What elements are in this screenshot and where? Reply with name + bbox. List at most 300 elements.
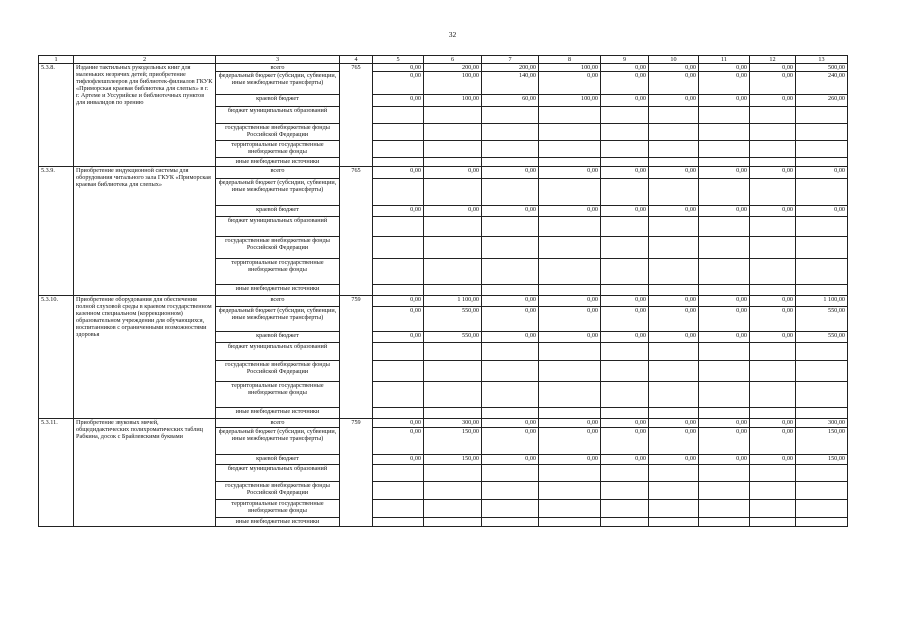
value-cell: 0,00 xyxy=(750,206,796,217)
value-cell: 0,00 xyxy=(539,307,601,332)
value-cell: 240,00 xyxy=(796,72,848,95)
value-cell: 0,00 xyxy=(750,72,796,95)
value-cell: 0,00 xyxy=(482,307,539,332)
value-cell xyxy=(649,107,699,124)
value-cell: 550,00 xyxy=(424,332,482,343)
value-cell xyxy=(601,217,649,237)
value-cell xyxy=(796,500,848,518)
value-cell xyxy=(539,500,601,518)
funding-source: всего xyxy=(216,167,340,179)
value-cell xyxy=(750,141,796,158)
value-cell: 0,00 xyxy=(750,419,796,428)
header-cell: 3 xyxy=(216,56,340,64)
value-cell: 0,00 xyxy=(699,206,750,217)
value-cell xyxy=(482,382,539,408)
value-cell xyxy=(373,217,424,237)
page-number: 32 xyxy=(448,30,457,39)
value-cell xyxy=(601,500,649,518)
value-cell xyxy=(699,408,750,419)
value-cell: 0,00 xyxy=(482,455,539,465)
funding-source: всего xyxy=(216,64,340,72)
funding-source: государственные внебюджетные фонды Российской Федерации xyxy=(216,482,340,500)
value-cell: 0,00 xyxy=(750,455,796,465)
value-cell xyxy=(539,408,601,419)
value-cell: 0,00 xyxy=(649,307,699,332)
item-name: Приобретение индукционной системы для оборудования читального зала ГКУК «Приморская краевая библиотека для слепых» xyxy=(74,167,216,296)
value-cell xyxy=(424,482,482,500)
value-cell xyxy=(601,237,649,259)
value-cell: 0,00 xyxy=(373,296,424,307)
funding-source: государственные внебюджетные фонды Российской Федерации xyxy=(216,124,340,141)
value-cell: 0,00 xyxy=(601,307,649,332)
value-cell xyxy=(750,107,796,124)
value-cell: 0,00 xyxy=(373,455,424,465)
value-cell: 0,00 xyxy=(373,206,424,217)
value-cell: 300,00 xyxy=(424,419,482,428)
value-cell: 100,00 xyxy=(424,95,482,107)
value-cell xyxy=(539,361,601,382)
funding-source: краевой бюджет xyxy=(216,206,340,217)
value-cell: 150,00 xyxy=(424,428,482,455)
funding-source: краевой бюджет xyxy=(216,95,340,107)
value-cell: 0,00 xyxy=(649,206,699,217)
value-cell: 260,00 xyxy=(796,95,848,107)
value-cell xyxy=(699,465,750,482)
value-cell xyxy=(750,217,796,237)
value-cell: 0,00 xyxy=(750,64,796,72)
value-cell: 0,00 xyxy=(649,296,699,307)
funding-source: всего xyxy=(216,296,340,307)
value-cell: 1 100,00 xyxy=(796,296,848,307)
value-cell xyxy=(750,465,796,482)
value-cell xyxy=(482,179,539,206)
value-cell xyxy=(482,259,539,285)
value-cell: 200,00 xyxy=(482,64,539,72)
table-row xyxy=(39,296,848,307)
value-cell xyxy=(601,361,649,382)
value-cell xyxy=(796,158,848,167)
value-cell xyxy=(699,343,750,361)
value-cell: 550,00 xyxy=(424,307,482,332)
value-cell xyxy=(796,465,848,482)
value-cell: 0,00 xyxy=(796,206,848,217)
table-row xyxy=(39,167,848,179)
value-cell xyxy=(424,124,482,141)
value-cell xyxy=(699,285,750,296)
value-cell: 0,00 xyxy=(649,332,699,343)
value-cell xyxy=(649,217,699,237)
value-cell xyxy=(649,124,699,141)
item-number: 5.3.11. xyxy=(39,419,74,527)
value-cell xyxy=(699,382,750,408)
header-cell: 10 xyxy=(649,56,699,64)
value-cell xyxy=(424,217,482,237)
value-cell: 0,00 xyxy=(699,307,750,332)
funding-source: федеральный бюджет (субсидии, субвенции, иные межбюджетные трансферты) xyxy=(216,307,340,332)
value-cell: 0,00 xyxy=(750,167,796,179)
value-cell xyxy=(373,124,424,141)
value-cell: 0,00 xyxy=(601,332,649,343)
value-cell xyxy=(373,141,424,158)
value-cell: 0,00 xyxy=(649,72,699,95)
value-cell: 500,00 xyxy=(796,64,848,72)
value-cell: 0,00 xyxy=(482,428,539,455)
header-cell: 6 xyxy=(424,56,482,64)
header-cell: 12 xyxy=(750,56,796,64)
value-cell xyxy=(373,158,424,167)
value-cell: 150,00 xyxy=(796,428,848,455)
value-cell: 300,00 xyxy=(796,419,848,428)
value-cell xyxy=(482,518,539,527)
value-cell: 0,00 xyxy=(373,64,424,72)
value-cell: 0,00 xyxy=(373,95,424,107)
value-cell xyxy=(649,465,699,482)
header-cell: 9 xyxy=(601,56,649,64)
agency-code: 759 xyxy=(340,296,373,419)
value-cell xyxy=(601,465,649,482)
value-cell xyxy=(482,408,539,419)
value-cell xyxy=(539,141,601,158)
value-cell xyxy=(750,482,796,500)
value-cell xyxy=(373,465,424,482)
value-cell: 0,00 xyxy=(482,167,539,179)
value-cell xyxy=(796,141,848,158)
value-cell: 0,00 xyxy=(373,307,424,332)
value-cell xyxy=(482,361,539,382)
funding-source: федеральный бюджет (субсидии, субвенции, иные межбюджетные трансферты) xyxy=(216,428,340,455)
value-cell: 0,00 xyxy=(601,64,649,72)
value-cell: 0,00 xyxy=(601,206,649,217)
value-cell: 0,00 xyxy=(482,296,539,307)
funding-source: всего xyxy=(216,419,340,428)
value-cell xyxy=(796,518,848,527)
value-cell xyxy=(649,343,699,361)
value-cell xyxy=(796,382,848,408)
header-cell: 5 xyxy=(373,56,424,64)
value-cell xyxy=(373,343,424,361)
funding-source: бюджет муниципальных образований xyxy=(216,217,340,237)
value-cell xyxy=(482,500,539,518)
value-cell xyxy=(699,482,750,500)
value-cell: 0,00 xyxy=(796,167,848,179)
funding-source: территориальные государственные внебюджетные фонды xyxy=(216,259,340,285)
value-cell xyxy=(699,141,750,158)
value-cell xyxy=(373,179,424,206)
value-cell xyxy=(601,141,649,158)
value-cell xyxy=(649,237,699,259)
value-cell xyxy=(750,343,796,361)
value-cell xyxy=(649,500,699,518)
value-cell xyxy=(373,237,424,259)
item-name: Приобретение оборудования для обеспечения полной слуховой среды в краевом государственном казенном специальном (коррекционном) образовательном учреждении для обучающихся, воспитанников с ограниченными возможностями здоровья xyxy=(74,296,216,419)
value-cell xyxy=(424,259,482,285)
value-cell: 0,00 xyxy=(649,419,699,428)
funding-source: государственные внебюджетные фонды Российской Федерации xyxy=(216,237,340,259)
value-cell xyxy=(649,158,699,167)
header-cell: 11 xyxy=(699,56,750,64)
value-cell: 0,00 xyxy=(539,419,601,428)
value-cell: 0,00 xyxy=(750,296,796,307)
value-cell xyxy=(699,107,750,124)
value-cell: 0,00 xyxy=(482,332,539,343)
agency-code: 765 xyxy=(340,64,373,167)
value-cell xyxy=(424,518,482,527)
value-cell xyxy=(373,382,424,408)
value-cell: 0,00 xyxy=(699,455,750,465)
value-cell: 0,00 xyxy=(539,167,601,179)
value-cell xyxy=(424,465,482,482)
value-cell: 0,00 xyxy=(649,64,699,72)
value-cell xyxy=(796,237,848,259)
budget-table xyxy=(38,55,848,527)
value-cell: 0,00 xyxy=(539,296,601,307)
value-cell xyxy=(601,408,649,419)
value-cell xyxy=(539,518,601,527)
value-cell: 100,00 xyxy=(539,64,601,72)
value-cell xyxy=(482,107,539,124)
value-cell xyxy=(750,382,796,408)
value-cell xyxy=(424,107,482,124)
agency-code: 759 xyxy=(340,419,373,527)
value-cell xyxy=(796,259,848,285)
value-cell xyxy=(539,465,601,482)
value-cell xyxy=(424,141,482,158)
value-cell xyxy=(601,124,649,141)
value-cell: 0,00 xyxy=(601,72,649,95)
value-cell xyxy=(649,482,699,500)
value-cell xyxy=(482,465,539,482)
value-cell xyxy=(649,361,699,382)
value-cell xyxy=(699,158,750,167)
agency-code: 765 xyxy=(340,167,373,296)
value-cell xyxy=(482,158,539,167)
value-cell xyxy=(699,217,750,237)
value-cell xyxy=(539,237,601,259)
funding-source: федеральный бюджет (субсидии, субвенции, иные межбюджетные трансферты) xyxy=(216,179,340,206)
funding-source: иные внебюджетные источники xyxy=(216,285,340,296)
value-cell xyxy=(373,500,424,518)
value-cell xyxy=(482,237,539,259)
value-cell xyxy=(750,179,796,206)
item-number: 5.3.10. xyxy=(39,296,74,419)
value-cell: 0,00 xyxy=(699,167,750,179)
value-cell xyxy=(750,500,796,518)
value-cell xyxy=(796,285,848,296)
value-cell: 0,00 xyxy=(539,455,601,465)
funding-source: территориальные государственные внебюджетные фонды xyxy=(216,382,340,408)
value-cell xyxy=(482,343,539,361)
value-cell xyxy=(539,107,601,124)
funding-source: бюджет муниципальных образований xyxy=(216,465,340,482)
value-cell xyxy=(482,482,539,500)
value-cell: 0,00 xyxy=(649,95,699,107)
value-cell: 100,00 xyxy=(424,72,482,95)
value-cell xyxy=(539,179,601,206)
value-cell: 100,00 xyxy=(539,95,601,107)
table-row xyxy=(39,419,848,428)
value-cell: 550,00 xyxy=(796,332,848,343)
value-cell xyxy=(699,518,750,527)
value-cell xyxy=(750,158,796,167)
header-row xyxy=(39,56,848,64)
value-cell xyxy=(649,408,699,419)
value-cell: 0,00 xyxy=(750,428,796,455)
value-cell xyxy=(601,107,649,124)
value-cell: 0,00 xyxy=(699,428,750,455)
funding-source: иные внебюджетные источники xyxy=(216,408,340,419)
value-cell: 0,00 xyxy=(373,419,424,428)
value-cell xyxy=(601,343,649,361)
value-cell: 0,00 xyxy=(699,72,750,95)
value-cell: 0,00 xyxy=(750,307,796,332)
value-cell xyxy=(796,107,848,124)
funding-source: территориальные государственные внебюджетные фонды xyxy=(216,141,340,158)
value-cell xyxy=(539,259,601,285)
item-number: 5.3.9. xyxy=(39,167,74,296)
header-cell: 2 xyxy=(74,56,216,64)
value-cell xyxy=(649,382,699,408)
value-cell xyxy=(424,361,482,382)
value-cell: 150,00 xyxy=(796,455,848,465)
value-cell: 1 100,00 xyxy=(424,296,482,307)
value-cell xyxy=(373,259,424,285)
value-cell xyxy=(373,482,424,500)
value-cell: 0,00 xyxy=(699,95,750,107)
funding-source: краевой бюджет xyxy=(216,455,340,465)
value-cell: 0,00 xyxy=(601,296,649,307)
value-cell xyxy=(424,382,482,408)
value-cell: 0,00 xyxy=(539,206,601,217)
header-cell: 1 xyxy=(39,56,74,64)
funding-source: иные внебюджетные источники xyxy=(216,518,340,527)
value-cell xyxy=(424,285,482,296)
value-cell xyxy=(699,237,750,259)
value-cell: 0,00 xyxy=(750,95,796,107)
value-cell xyxy=(750,237,796,259)
value-cell: 0,00 xyxy=(424,206,482,217)
value-cell xyxy=(649,518,699,527)
value-cell xyxy=(482,285,539,296)
value-cell: 0,00 xyxy=(539,72,601,95)
funding-source: иные внебюджетные источники xyxy=(216,158,340,167)
value-cell xyxy=(539,482,601,500)
value-cell xyxy=(750,259,796,285)
value-cell xyxy=(373,518,424,527)
value-cell: 0,00 xyxy=(649,455,699,465)
value-cell xyxy=(750,285,796,296)
value-cell xyxy=(539,158,601,167)
funding-source: федеральный бюджет (субсидии, субвенции, иные межбюджетные трансферты) xyxy=(216,72,340,95)
value-cell xyxy=(649,179,699,206)
value-cell: 0,00 xyxy=(482,206,539,217)
header-cell: 4 xyxy=(340,56,373,64)
value-cell: 150,00 xyxy=(424,455,482,465)
value-cell xyxy=(539,285,601,296)
value-cell xyxy=(424,343,482,361)
value-cell xyxy=(424,179,482,206)
value-cell: 0,00 xyxy=(699,296,750,307)
value-cell xyxy=(796,482,848,500)
value-cell xyxy=(601,179,649,206)
value-cell xyxy=(649,141,699,158)
funding-source: государственные внебюджетные фонды Российской Федерации xyxy=(216,361,340,382)
funding-source: бюджет муниципальных образований xyxy=(216,343,340,361)
value-cell xyxy=(699,361,750,382)
header-cell: 13 xyxy=(796,56,848,64)
value-cell xyxy=(539,217,601,237)
value-cell: 0,00 xyxy=(373,167,424,179)
value-cell xyxy=(750,124,796,141)
value-cell: 0,00 xyxy=(601,419,649,428)
value-cell xyxy=(373,285,424,296)
value-cell xyxy=(796,217,848,237)
value-cell xyxy=(796,408,848,419)
table-body xyxy=(39,56,848,527)
funding-source: краевой бюджет xyxy=(216,332,340,343)
value-cell xyxy=(424,408,482,419)
value-cell: 0,00 xyxy=(699,332,750,343)
value-cell xyxy=(750,518,796,527)
value-cell: 0,00 xyxy=(699,64,750,72)
value-cell xyxy=(539,343,601,361)
value-cell: 0,00 xyxy=(601,455,649,465)
value-cell xyxy=(424,237,482,259)
value-cell xyxy=(373,361,424,382)
value-cell: 0,00 xyxy=(601,167,649,179)
value-cell: 200,00 xyxy=(424,64,482,72)
value-cell xyxy=(699,124,750,141)
value-cell: 0,00 xyxy=(539,332,601,343)
value-cell xyxy=(601,518,649,527)
value-cell: 550,00 xyxy=(796,307,848,332)
item-name: Приобретение звуковых мячей, общедидактических полихроматических таблиц Рабкина, досок с Брайлевскими буквами xyxy=(74,419,216,527)
value-cell xyxy=(373,408,424,419)
value-cell: 0,00 xyxy=(482,419,539,428)
funding-source: территориальные государственные внебюджетные фонды xyxy=(216,500,340,518)
value-cell xyxy=(424,500,482,518)
value-cell: 0,00 xyxy=(373,428,424,455)
value-cell: 0,00 xyxy=(750,332,796,343)
value-cell xyxy=(601,482,649,500)
value-cell xyxy=(796,179,848,206)
value-cell xyxy=(699,500,750,518)
value-cell xyxy=(601,259,649,285)
value-cell xyxy=(796,124,848,141)
value-cell xyxy=(699,259,750,285)
value-cell: 0,00 xyxy=(649,167,699,179)
value-cell xyxy=(482,141,539,158)
header-cell: 7 xyxy=(482,56,539,64)
item-name: Издание тактильных рукодельных книг для маленьких незрячих детей; приобретение тифлофлешплееров для библиотек-филиалов ГКУК «Приморская краевая библиотека для слепых» в г. г. Артеме и Уссурийске и библиотечных пунктов для инвалидов по зрению xyxy=(74,64,216,167)
value-cell xyxy=(482,124,539,141)
value-cell xyxy=(649,285,699,296)
value-cell xyxy=(796,361,848,382)
item-number: 5.3.8. xyxy=(39,64,74,167)
value-cell: 0,00 xyxy=(373,332,424,343)
value-cell: 0,00 xyxy=(424,167,482,179)
value-cell xyxy=(750,361,796,382)
value-cell: 0,00 xyxy=(601,428,649,455)
value-cell: 0,00 xyxy=(601,95,649,107)
value-cell xyxy=(482,217,539,237)
value-cell: 0,00 xyxy=(539,428,601,455)
value-cell xyxy=(601,382,649,408)
value-cell xyxy=(750,408,796,419)
value-cell xyxy=(424,158,482,167)
value-cell xyxy=(601,158,649,167)
value-cell xyxy=(699,179,750,206)
header-cell: 8 xyxy=(539,56,601,64)
